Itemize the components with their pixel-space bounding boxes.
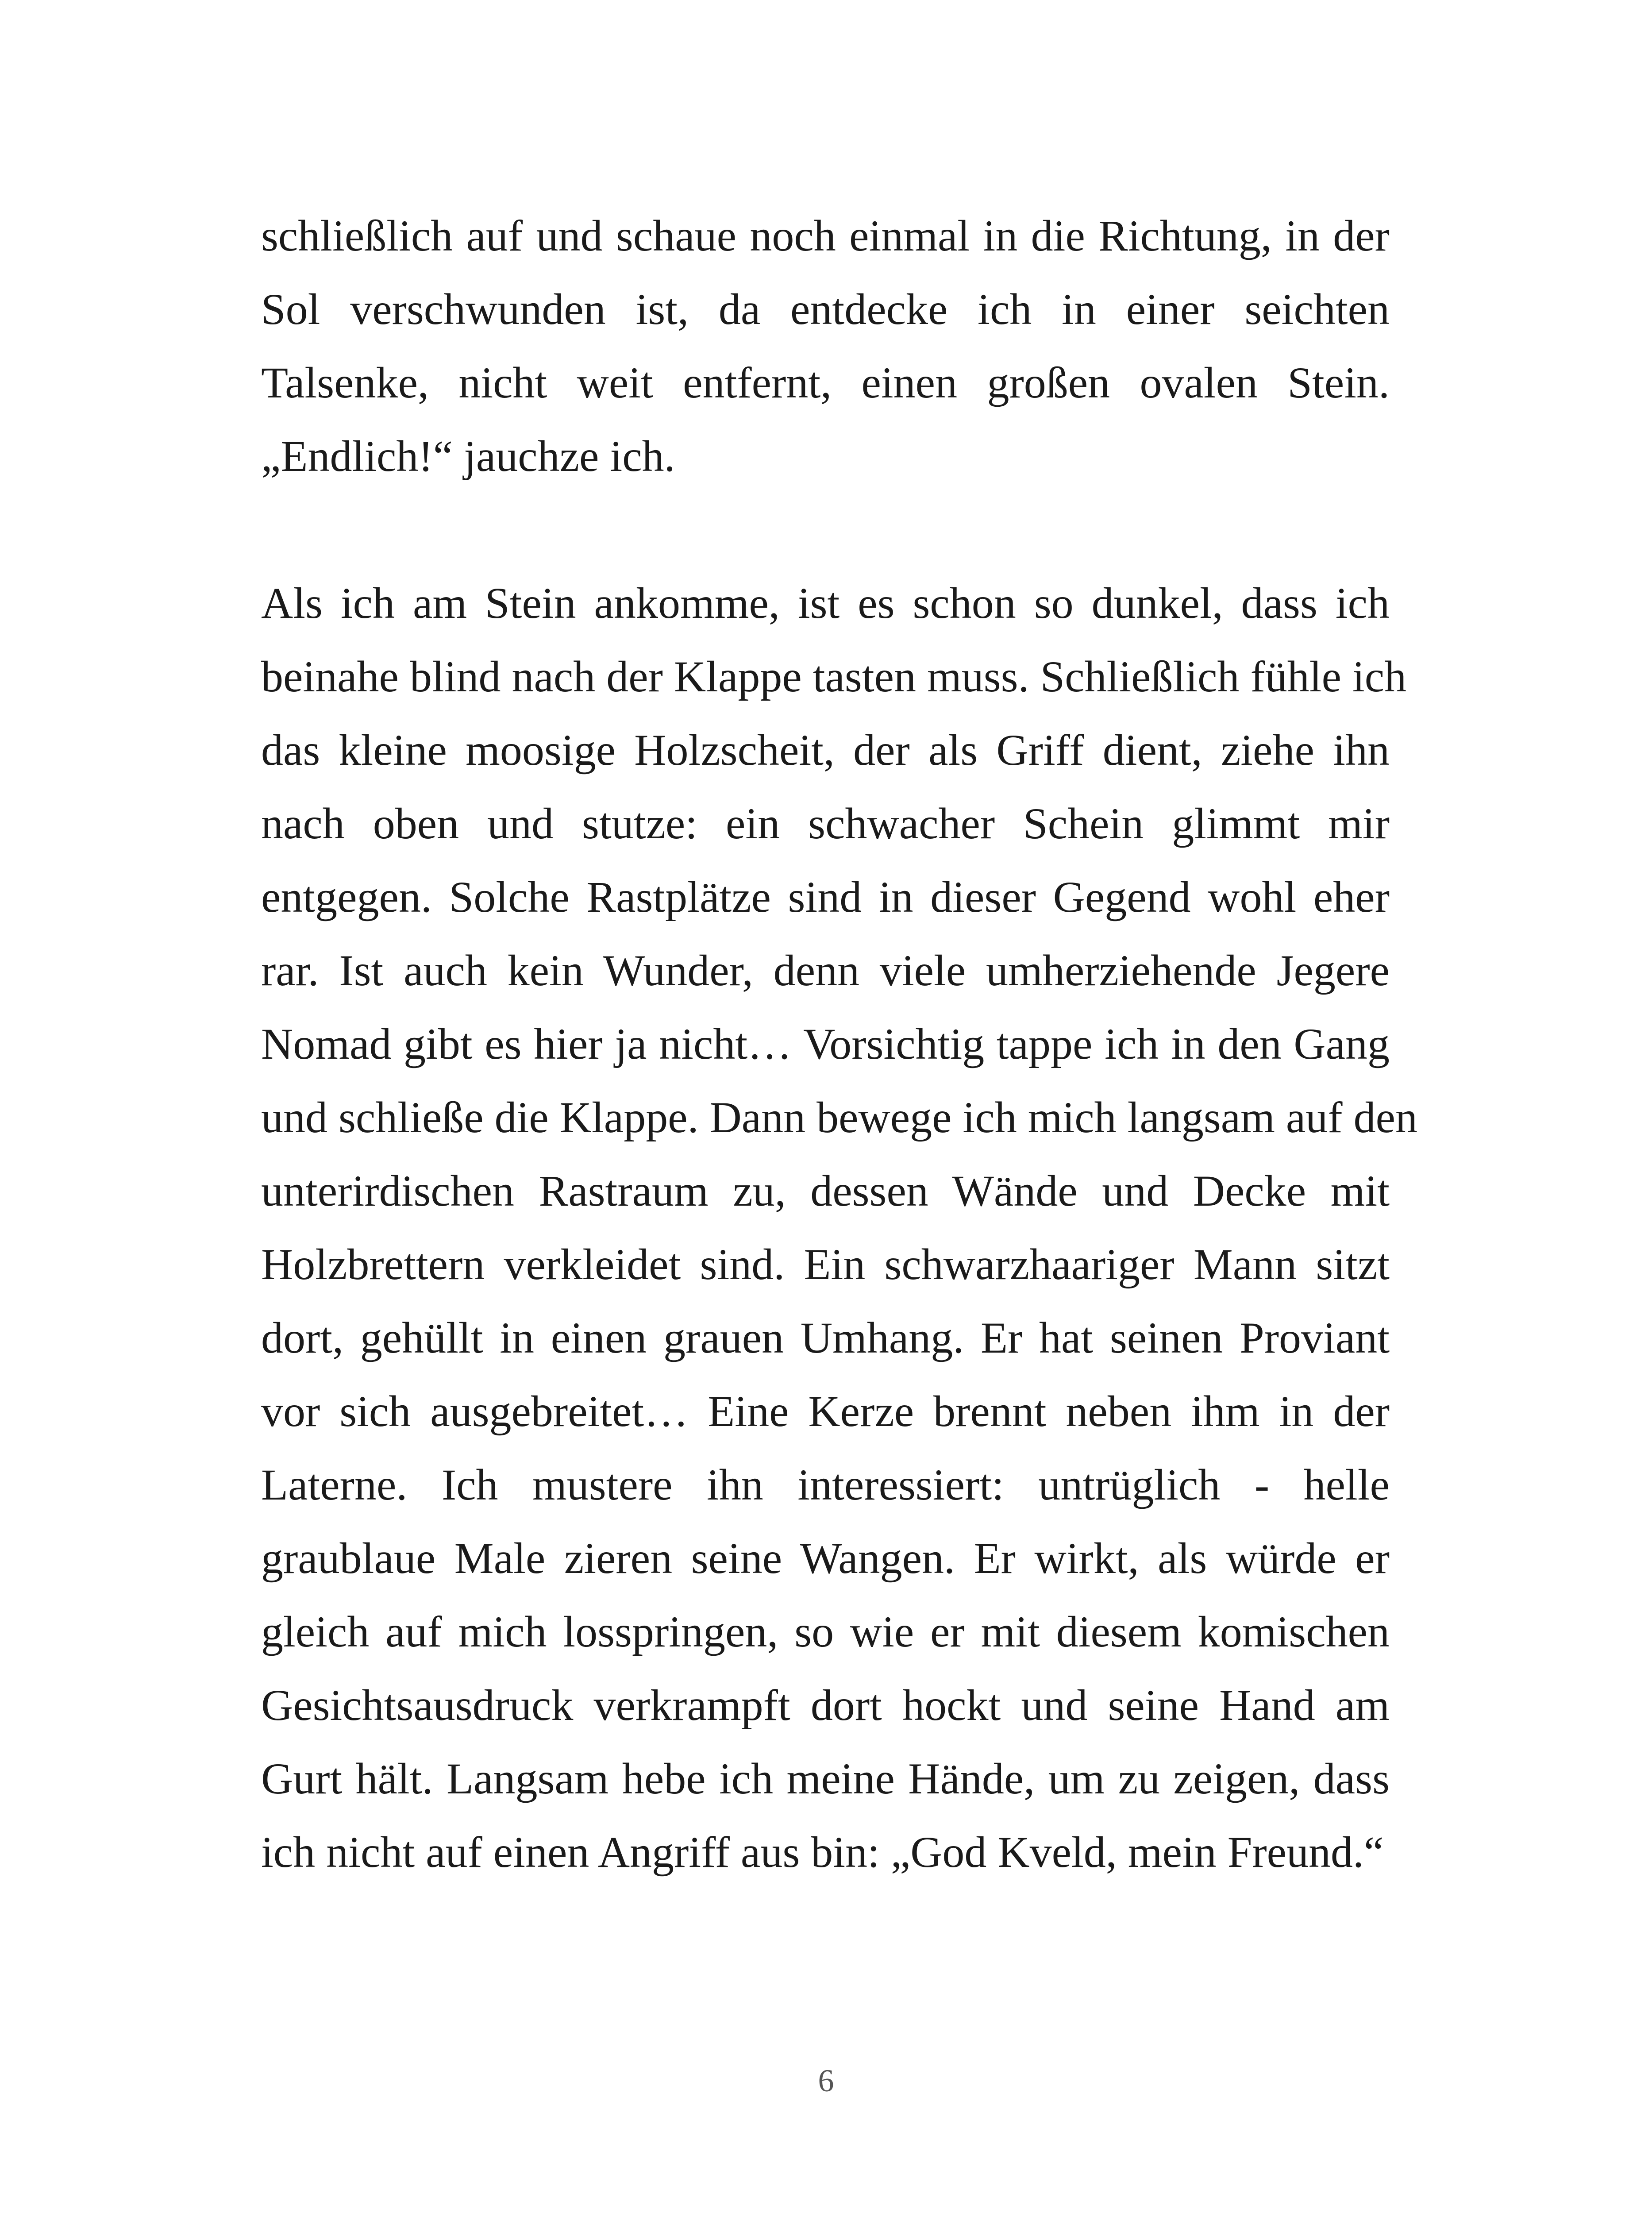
text-line: Nomad gibt es hier ja nicht… Vorsichtig tappe ich in den Gang	[261, 1019, 1390, 1068]
text-line: vor sich ausgebreitet… Eine Kerze brennt neben ihm in der	[261, 1387, 1390, 1436]
text-line: Als ich am Stein ankomme, ist es schon so dunkel, dass ich	[261, 578, 1390, 628]
text-line: Holzbrettern verkleidet sind. Ein schwarzhaariger Mann sitzt	[261, 1240, 1390, 1289]
text-line: Gesichtsausdruck verkrampft dort hockt und seine Hand am	[261, 1681, 1390, 1730]
text-line: graublaue Male zieren seine Wangen. Er wirkt, als würde er	[261, 1534, 1390, 1583]
text-line: „Endlich!“ jauchze ich.	[261, 432, 675, 481]
text-line: entgegen. Solche Rastplätze sind in dieser Gegend wohl eher	[261, 872, 1390, 921]
text-line: dort, gehüllt in einen grauen Umhang. Er hat seinen Proviant	[261, 1313, 1390, 1362]
text-line: Sol verschwunden ist, da entdecke ich in einer seichten	[261, 285, 1390, 334]
paragraph-2	[261, 567, 1417, 1889]
page-number: 6	[818, 2063, 834, 2098]
text-line: ich nicht auf einen Angriff aus bin: „God Kveld, mein Freund.“	[261, 1827, 1384, 1877]
text-line: und schließe die Klappe. Dann bewege ich mich langsam auf den	[261, 1093, 1417, 1142]
text-line: Talsenke, nicht weit entfernt, einen großen ovalen Stein.	[261, 358, 1390, 407]
text-line: Laterne. Ich mustere ihn interessiert: untrüglich - helle	[261, 1460, 1390, 1509]
text-line: beinahe blind nach der Klappe tasten muss. Schließlich fühle ich	[261, 652, 1407, 701]
text-line: nach oben und stutze: ein schwacher Schein glimmt mir	[261, 799, 1390, 848]
text-line: gleich auf mich losspringen, so wie er mit diesem komischen	[261, 1607, 1390, 1656]
text-line: das kleine moosige Holzscheit, der als Griff dient, ziehe ihn	[261, 725, 1390, 775]
text-line: schließlich auf und schaue noch einmal in die Richtung, in der	[261, 211, 1390, 260]
text-line: Gurt hält. Langsam hebe ich meine Hände, um zu zeigen, dass	[261, 1754, 1390, 1803]
text-line: unterirdischen Rastraum zu, dessen Wände und Decke mit	[261, 1166, 1390, 1215]
text-line: rar. Ist auch kein Wunder, denn viele umherziehende Jegere	[261, 946, 1390, 995]
paragraph-1	[261, 199, 1390, 493]
